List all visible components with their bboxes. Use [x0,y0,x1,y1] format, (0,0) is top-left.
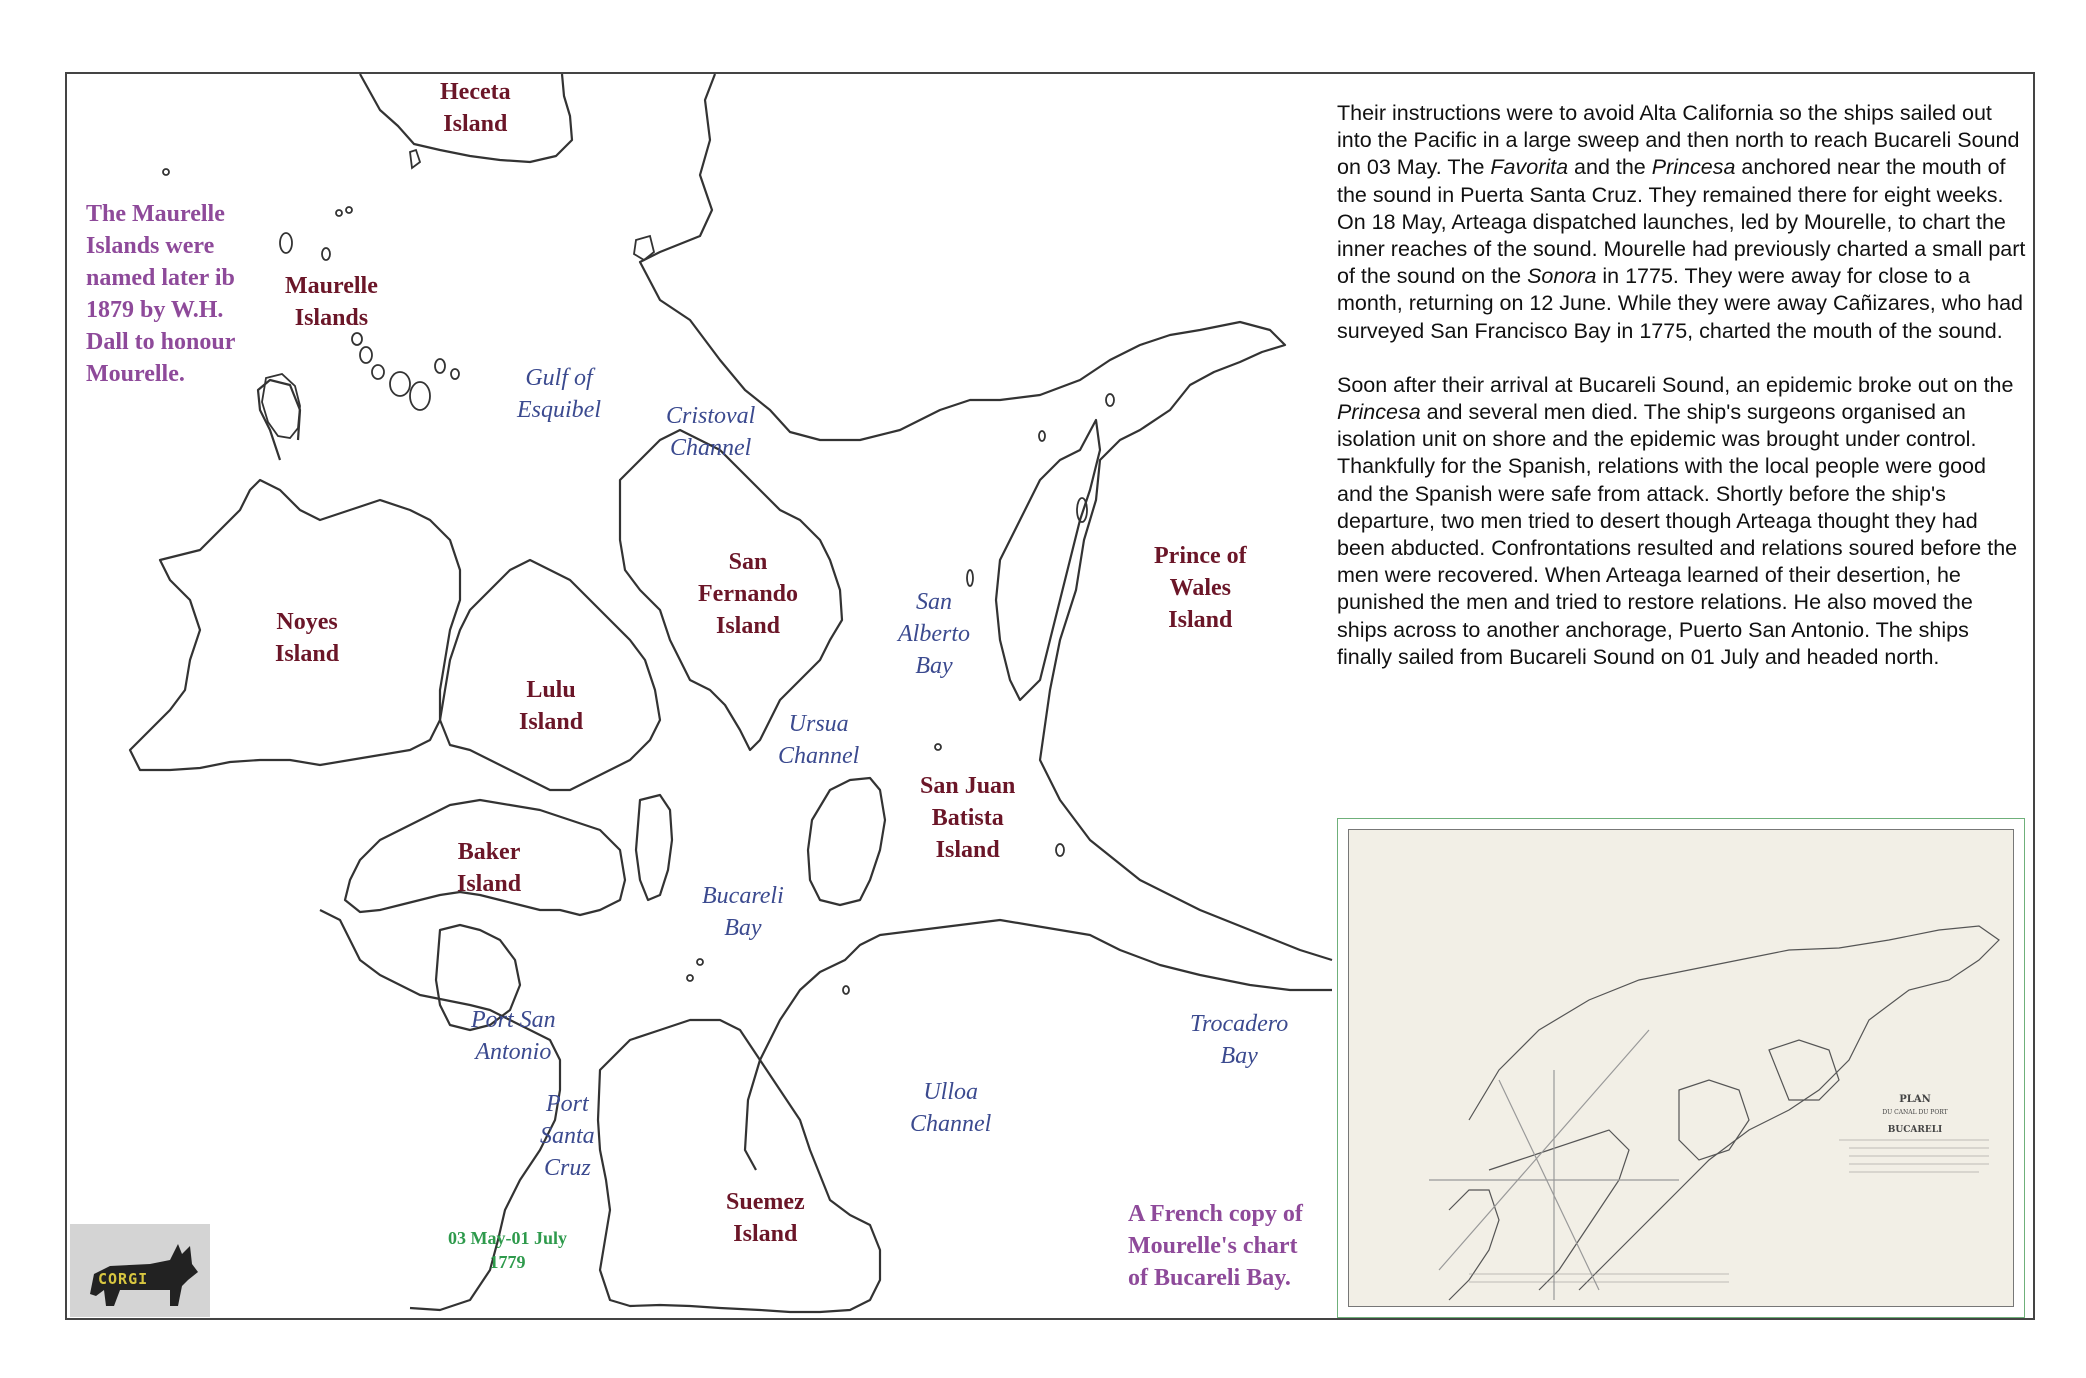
narrative-run: and the [1568,155,1652,180]
narrative-run: Favorita [1490,155,1569,180]
islet [390,372,410,396]
narrative-run: Princesa [1337,400,1421,425]
suemez-island-outline [598,1020,880,1312]
label-san-alberto-bay: San Alberto Bay [898,589,970,679]
san-juan-batista-island-outline [808,778,885,905]
label-noyes-island: Noyes Island [275,609,340,667]
narrative-paragraph-2 [1337,372,2027,671]
islet [372,365,384,379]
narrative-paragraph-1 [1337,100,2027,345]
label-bucareli-bay: Bucareli Bay [702,883,784,941]
inset-name: BUCARELI [1887,1125,1943,1135]
narrative-run: and several men died. The ship's surgeons organised an isolation unit on shore and the epidemic was brought under control. Thankfully for the Spanish, relations with the local people were good and the Spanish were safe from attack. Shortly before the ship's departure, two men tried to desert though Arteaga thought they had been abducted. Confrontations resulted and relations soured before the men were recovered. When Arteaga learned of their desertion, he punished the men and tried to restore relations. He also moved the ships across to another anchorage, Puerto San Antonio. The ships finally sailed from Bucareli Sound on 01 July and headed north. [1337,400,2018,669]
islet [410,382,430,410]
label-baker-island: Baker Island [457,839,522,897]
islet [163,169,169,175]
note-dates: 03 May-01 July 1779 [448,1228,567,1272]
islet [322,248,330,260]
islet [451,369,459,379]
inset-subtitle: DU CANAL DU PORT [1882,1109,1948,1116]
islet [1106,394,1114,406]
note-french-copy: A French copy of Mourelle's chart of Bucareli Bay. [1128,1201,1303,1291]
baker-islet-outline [636,795,672,900]
narrative-run: in 1775. They were away for close to a month, returning on 12 June. While they were away Cañizares, who had surveyed San Francisco Bay in 1775, charted the mouth of the sound. [1337,264,2023,343]
label-cristoval-channel: Cristoval Channel [666,403,756,461]
san-alberto-coast [996,420,1100,700]
narrative-run: anchored near the mouth of the sound in Puerta Santa Cruz. They remained there for eight weeks. On 18 May, Arteaga dispatched launches, led by Mourelle, to chart the inner reaches of the sound. Mourelle had previously charted a small part of the sound on the [1337,155,2026,289]
islet [967,570,973,586]
label-ursua-channel: Ursua Channel [778,711,860,769]
label-heceta-island: Heceta Island [440,79,511,137]
label-lulu-island: Lulu Island [519,677,584,735]
islet [360,347,372,363]
label-prince-of-wales-island: Prince of Wales Island [1154,543,1247,633]
islet [687,975,693,981]
note-maurelle-naming: The Maurelle Islands were named later ib 1879 by W.H. Dall to honour Mourelle. [86,201,236,387]
islet [336,210,342,216]
narrative-text [1337,100,2027,698]
label-port-san-antonio: Port San Antonio [471,1007,556,1065]
islet [1056,844,1064,856]
label-suemez-island: Suemez Island [726,1189,805,1247]
corgi-logo [70,1224,210,1317]
label-port-santa-cruz: Port Santa Cruz [540,1091,595,1181]
corgi-logo-text: CORGI [98,1270,149,1288]
islet [346,207,352,213]
narrative-run: Their instructions were to avoid Alta California so the ships sailed out into the Pacific in a large sweep and then north to reach Bucareli Sound on 03 May. The [1337,101,2020,180]
narrative-run: Soon after their arrival at Bucareli Sound, an epidemic broke out on the [1337,372,2014,397]
french-chart-inset [1337,818,2025,1318]
islet [280,233,292,253]
narrative-run: Princesa [1651,155,1736,180]
narrative-run: Sonora [1527,264,1597,289]
islet [1039,431,1045,441]
islet [1077,498,1087,522]
label-ulloa-channel: Ulloa Channel [910,1079,992,1137]
islet [843,986,849,994]
label-maurelle-islands: Maurelle Islands [285,273,378,331]
islet [352,333,362,345]
islet [410,150,420,168]
french-chart-image [1348,829,2014,1307]
label-san-fernando-island: San Fernando Island [698,549,799,639]
islet [697,959,703,965]
islet [435,359,445,373]
inset-title: PLAN [1899,1094,1931,1105]
islet [935,744,941,750]
label-trocadero-bay: Trocadero Bay [1190,1011,1289,1069]
label-san-juan-batista-island: San Juan Batista Island [920,773,1016,863]
label-gulf-of-esquibel: Gulf of Esquibel [517,365,601,423]
